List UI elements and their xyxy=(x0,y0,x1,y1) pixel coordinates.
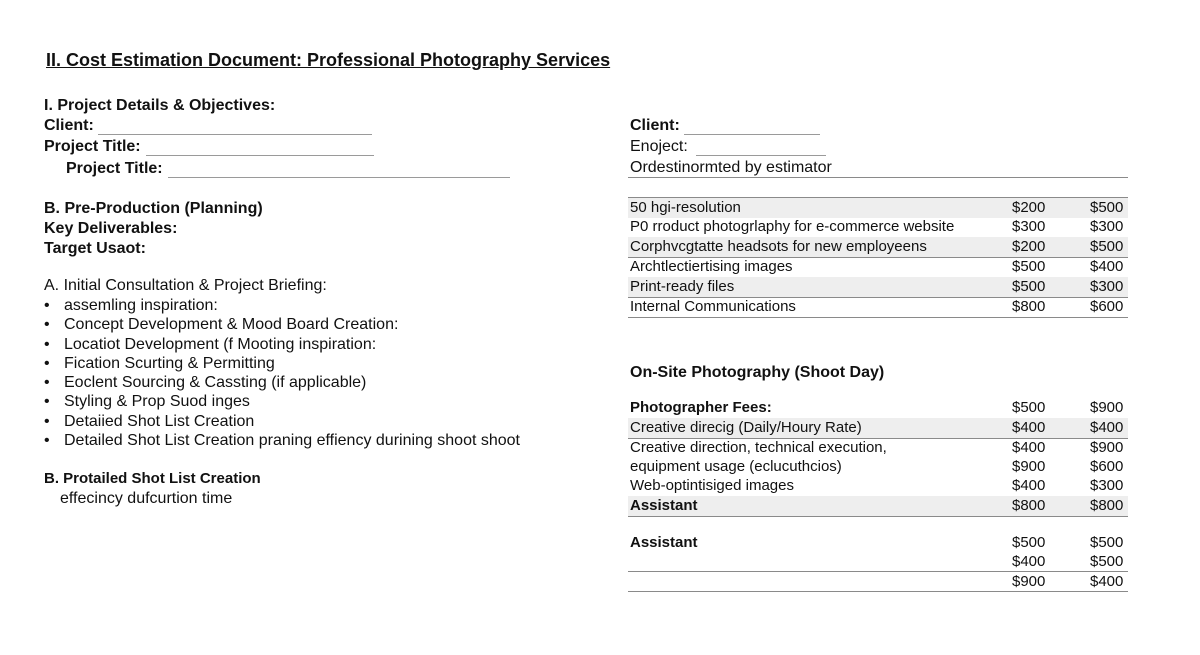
list-item: • assemling inspiration: xyxy=(44,296,520,315)
row-value-1: $400 xyxy=(1012,477,1046,494)
list-item: • Concept Development & Mood Board Creation: xyxy=(44,315,520,334)
table-row xyxy=(628,572,1128,592)
row-value-2: $500 xyxy=(1090,199,1124,216)
consultation-heading: A. Initial Consultation & Project Briefing: xyxy=(44,277,327,294)
divider xyxy=(628,177,1128,178)
table-row xyxy=(628,496,1128,516)
key-deliverables-label: Key Deliverables: xyxy=(44,220,178,237)
table-row xyxy=(628,297,1128,317)
shot-list-heading: B. Protailed Shot List Creation xyxy=(44,470,261,487)
client-field-line[interactable] xyxy=(98,134,372,135)
table-row xyxy=(628,438,1128,458)
project-title-label-2: Project Title: xyxy=(66,160,163,177)
project-field-line-right[interactable] xyxy=(696,155,826,156)
project-details-heading: I. Project Details & Objectives: xyxy=(44,97,276,114)
row-description: 50 hgi-resolution xyxy=(630,199,741,216)
row-value-2: $500 xyxy=(1090,553,1124,570)
list-item: • Eoclent Sourcing & Cassting (if applicable) xyxy=(44,373,520,392)
row-description: equipment usage (eclucuthcios) xyxy=(630,458,842,475)
table-row xyxy=(628,418,1128,438)
row-value-1: $300 xyxy=(1012,218,1046,235)
row-value-1: $900 xyxy=(1012,458,1046,475)
row-value-2: $600 xyxy=(1090,298,1124,315)
project-title-label: Project Title: xyxy=(44,138,141,155)
table-row xyxy=(628,217,1128,237)
row-value-2: $500 xyxy=(1090,238,1124,255)
estimator-text: Ordestinormted by estimator xyxy=(630,159,832,176)
list-item: • Detailed Shot List Creation praning effiency durining shoot shoot xyxy=(44,431,520,450)
preproduction-task-list xyxy=(44,296,520,450)
row-value-1: $500 xyxy=(1012,399,1046,416)
table-row xyxy=(628,398,1128,418)
table-row xyxy=(628,277,1128,297)
onsite-heading: On-Site Photography (Shoot Day) xyxy=(630,364,885,381)
table-row xyxy=(628,237,1128,257)
list-item: • Locatiot Development (f Mooting inspiration: xyxy=(44,335,520,354)
list-item: • Detaiied Shot List Creation xyxy=(44,412,520,431)
row-value-2: $600 xyxy=(1090,458,1124,475)
list-item: • Fication Scurting & Permitting xyxy=(44,354,520,373)
project-label-right: Enoject: xyxy=(630,138,688,155)
row-value-2: $300 xyxy=(1090,278,1124,295)
row-value-2: $900 xyxy=(1090,399,1124,416)
client-label-right: Client: xyxy=(630,117,680,134)
table-row xyxy=(628,457,1128,477)
project-title-field-line[interactable] xyxy=(146,155,374,156)
target-usage-label: Target Usaot: xyxy=(44,240,146,257)
row-value-1: $800 xyxy=(1012,497,1046,514)
row-value-1: $400 xyxy=(1012,439,1046,456)
row-description: Web-optintisiged images xyxy=(630,477,794,494)
client-label-left: Client: xyxy=(44,117,94,134)
row-value-1: $200 xyxy=(1012,238,1046,255)
shot-list-subtext: effecincy dufcurtion time xyxy=(60,490,233,507)
row-value-1: $800 xyxy=(1012,298,1046,315)
document-title: II. Cost Estimation Document: Professional Photography Services xyxy=(46,50,611,70)
row-value-2: $300 xyxy=(1090,218,1124,235)
row-description: Photographer Fees: xyxy=(630,399,772,416)
row-description: Corphvcgtatte headsots for new employeens xyxy=(630,238,927,255)
row-value-1: $200 xyxy=(1012,199,1046,216)
row-value-1: $400 xyxy=(1012,553,1046,570)
table-row xyxy=(628,257,1128,277)
row-description: Internal Communications xyxy=(630,298,796,315)
row-value-2: $300 xyxy=(1090,477,1124,494)
row-value-1: $900 xyxy=(1012,573,1046,590)
row-description: Creative direction, technical execution, xyxy=(630,439,887,456)
row-description: Assistant xyxy=(630,497,698,514)
row-value-1: $500 xyxy=(1012,278,1046,295)
row-description: Creative direcig (Daily/Houry Rate) xyxy=(630,419,862,436)
table-row xyxy=(628,198,1128,218)
row-rule xyxy=(628,516,1128,517)
row-value-2: $800 xyxy=(1090,497,1124,514)
row-description: Archtlectiertising images xyxy=(630,258,793,275)
row-value-2: $500 xyxy=(1090,534,1124,551)
row-value-1: $500 xyxy=(1012,258,1046,275)
client-field-line-right[interactable] xyxy=(684,134,820,135)
row-description: Print-ready files xyxy=(630,278,735,295)
row-description: P0 rroduct photogrlaphy for e-commerce website xyxy=(630,218,955,235)
table-row xyxy=(628,552,1128,572)
row-value-2: $400 xyxy=(1090,258,1124,275)
list-item: • Styling & Prop Suod inges xyxy=(44,392,520,411)
row-value-2: $900 xyxy=(1090,439,1124,456)
preproduction-heading: B. Pre-Production (Planning) xyxy=(44,200,263,217)
table-bottom-rule xyxy=(628,591,1128,592)
project-title-field-line-2[interactable] xyxy=(168,177,510,178)
table-row xyxy=(628,533,1128,553)
row-value-1: $500 xyxy=(1012,534,1046,551)
assistant-label: Assistant xyxy=(630,534,698,551)
row-value-1: $400 xyxy=(1012,419,1046,436)
row-value-2: $400 xyxy=(1090,573,1124,590)
table-bottom-rule xyxy=(628,317,1128,318)
table-row xyxy=(628,476,1128,496)
row-value-2: $400 xyxy=(1090,419,1124,436)
